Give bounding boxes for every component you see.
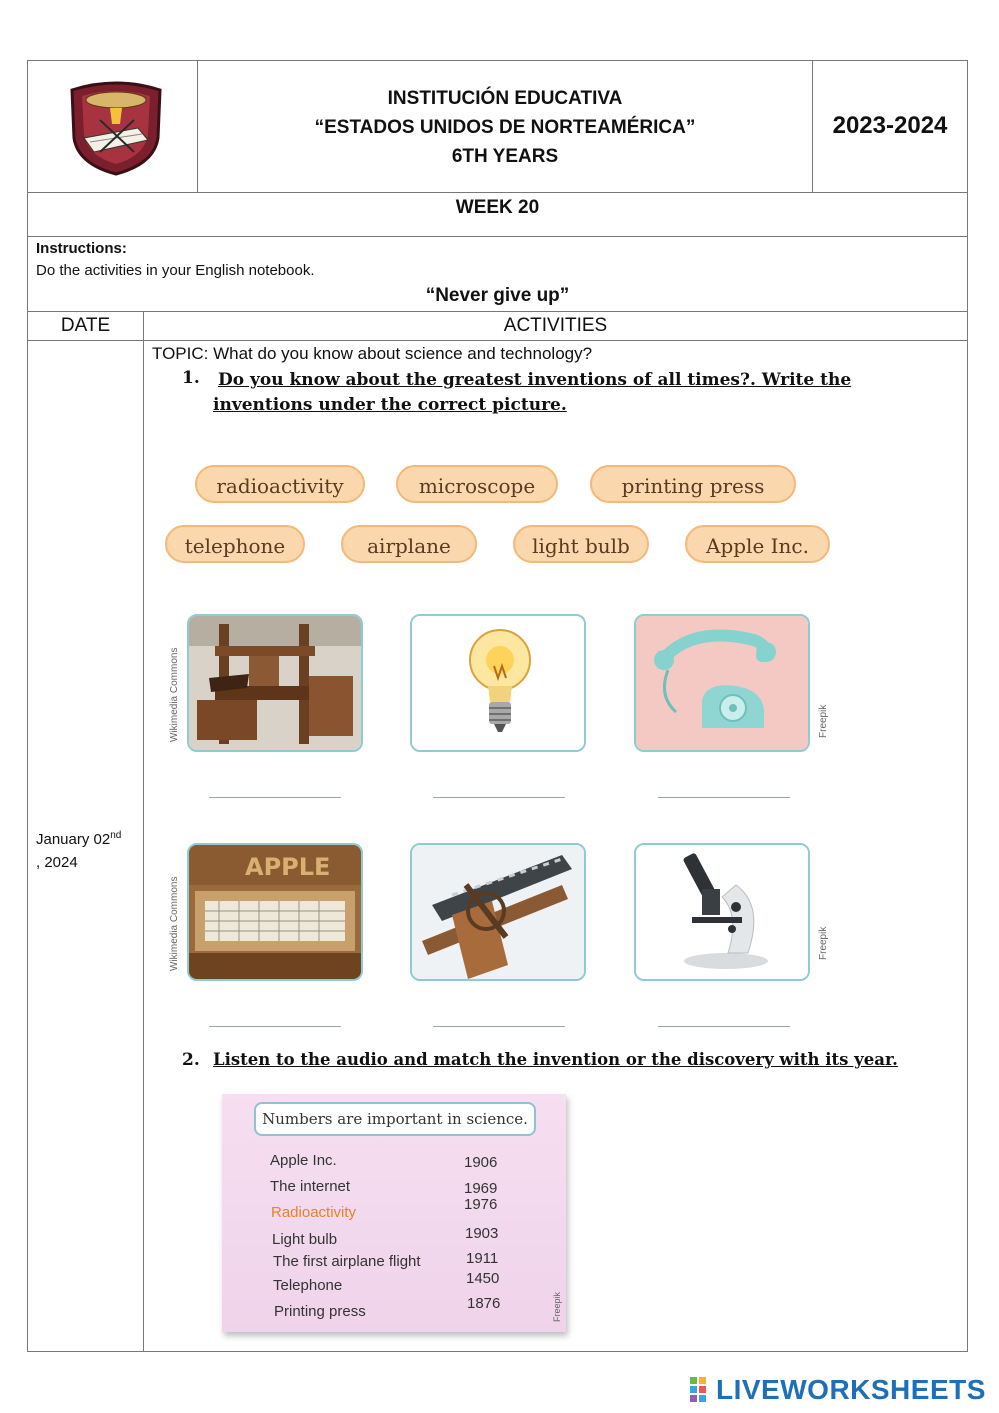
- topic: TOPIC: What do you know about science and technology?: [152, 344, 593, 363]
- exercise-1-line-1: Do you know about the greatest inventions of all times?. Write the: [218, 370, 852, 390]
- item-printing-press: Printing press: [274, 1303, 366, 1320]
- year-1969: 1969: [464, 1180, 498, 1197]
- school-line-2: “ESTADOS UNIDOS DE NORTEAMÉRICA”: [314, 117, 696, 138]
- picture-apple-computer: [187, 843, 363, 981]
- date-suffix: nd: [110, 830, 122, 841]
- exercise-2-instructions: Listen to the audio and match the invention or the discovery with its year.: [213, 1050, 898, 1069]
- word-printing-press: printing press: [590, 465, 796, 503]
- answer-line-1[interactable]: [209, 797, 341, 798]
- word-microscope: microscope: [396, 465, 558, 503]
- instructions-text: Do the activities in your English notebook.: [36, 262, 315, 279]
- school-line-3: 6TH YEARS: [451, 146, 559, 167]
- liveworksheets-wordmark: LIVEWORKSHEETS: [716, 1374, 986, 1405]
- year-1903: 1903: [465, 1225, 499, 1242]
- year-1976: 1976: [464, 1196, 498, 1213]
- answer-line-3[interactable]: [658, 797, 790, 798]
- years-card-title: [254, 1102, 536, 1136]
- credit-freepik-2: Freepik: [818, 926, 829, 960]
- date-year: , 2024: [36, 854, 78, 871]
- school-name: [198, 84, 812, 171]
- picture-airplane: [410, 843, 586, 981]
- credit-freepik-card: Freepik: [552, 1291, 562, 1322]
- column-header-date: DATE: [60, 315, 111, 336]
- picture-light-bulb: [410, 614, 586, 752]
- year-1450: 1450: [466, 1270, 500, 1287]
- school-year: 2023-2024: [832, 112, 948, 139]
- item-light-bulb: Light bulb: [272, 1231, 338, 1248]
- school-line-1: INSTITUCIÓN EDUCATIVA: [387, 88, 623, 109]
- word-light-bulb: light bulb: [513, 525, 649, 563]
- school-logo: [64, 80, 168, 176]
- year-1906: 1906: [464, 1154, 498, 1171]
- year-1876: 1876: [467, 1295, 501, 1312]
- item-apple-inc: Apple Inc.: [270, 1152, 337, 1169]
- credit-freepik-1: Freepik: [818, 704, 829, 738]
- exercise-1-number: 1.: [182, 368, 200, 388]
- motto: “Never give up”: [425, 285, 570, 306]
- picture-telephone: [634, 614, 810, 752]
- word-airplane: airplane: [341, 525, 477, 563]
- instructions-label: Instructions:: [36, 240, 127, 257]
- item-radioactivity: Radioactivity: [271, 1204, 357, 1221]
- exercise-1-line-2: inventions under the correct picture.: [213, 395, 567, 415]
- years-card: [222, 1094, 566, 1332]
- years-card-title-text: Numbers are important in science.: [262, 1110, 528, 1128]
- liveworksheets-icon: [690, 1377, 716, 1403]
- picture-microscope: [634, 843, 810, 981]
- liveworksheets-logo: [690, 1374, 990, 1406]
- word-telephone: telephone: [165, 525, 305, 563]
- answer-line-4[interactable]: [209, 1026, 341, 1027]
- exercise-1-instructions: [213, 368, 913, 418]
- item-telephone: Telephone: [273, 1277, 343, 1294]
- item-internet: The internet: [270, 1178, 351, 1195]
- svg-text:APPLE: APPLE: [245, 853, 331, 881]
- credit-wikimedia-1: Wikimedia Commons: [169, 647, 180, 742]
- answer-line-6[interactable]: [658, 1026, 790, 1027]
- week-title: WEEK 20: [455, 197, 540, 218]
- word-radioactivity: radioactivity: [195, 465, 365, 503]
- picture-printing-press: [187, 614, 363, 752]
- date-text: January 02: [36, 831, 111, 848]
- answer-line-2[interactable]: [433, 797, 565, 798]
- year-1911: 1911: [466, 1250, 499, 1267]
- item-first-flight: The first airplane flight: [273, 1253, 421, 1270]
- exercise-2-number: 2.: [182, 1050, 200, 1070]
- answer-line-5[interactable]: [433, 1026, 565, 1027]
- column-header-activities: ACTIVITIES: [503, 315, 608, 336]
- date-cell: [36, 824, 121, 874]
- word-apple-inc: Apple Inc.: [685, 525, 830, 563]
- credit-wikimedia-2: Wikimedia Commons: [169, 876, 180, 971]
